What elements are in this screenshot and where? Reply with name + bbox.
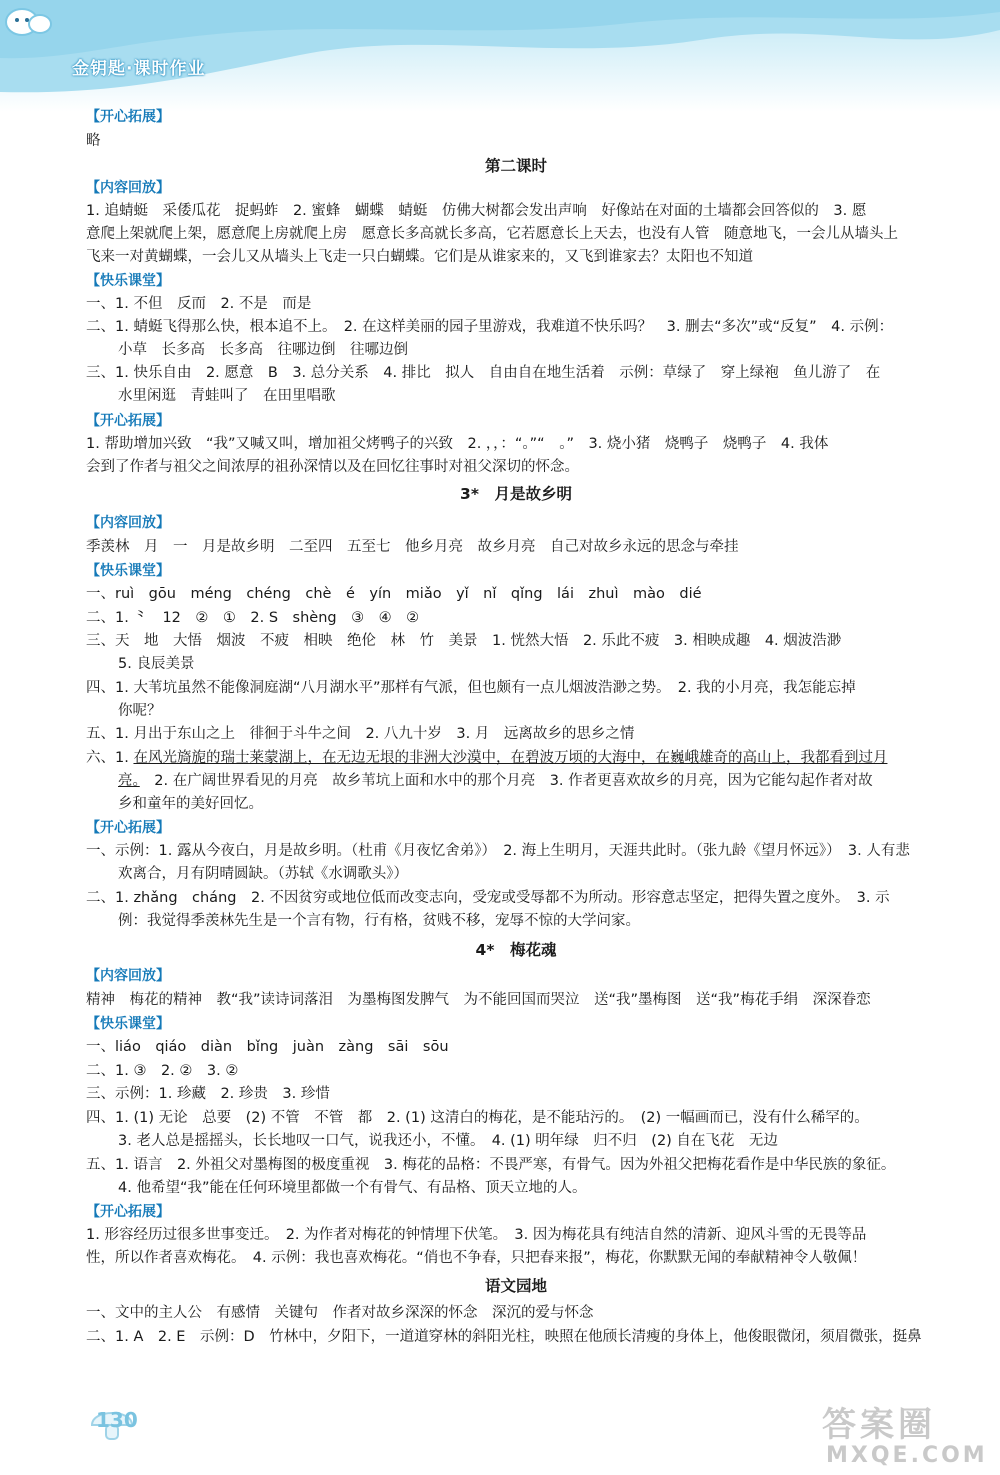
answer-line: 精神 梅花的精神 教“我”读诗词落泪 为墨梅图发脾气 为不能回国而哭泣 送“我”墨梅图 送“我”梅花手绢 深深眷恋 xyxy=(86,992,871,1008)
answer-line: 二、1. ⺀ 12 ② ① 2. S shèng ③ ④ ② xyxy=(86,610,420,626)
answer-line: 你呢？ xyxy=(118,703,162,719)
answer-line: 乡和童年的美好回忆。 xyxy=(118,796,263,812)
answer-line: 5. 良辰美景 xyxy=(118,656,195,672)
answer-line: 会到了作者与祖父之间浓厚的祖孙深情以及在回忆往事时对祖父深切的怀念。 xyxy=(86,459,579,475)
answer-line xyxy=(118,771,873,791)
answer-line: 性，所以作者喜欢梅花。 4. 示例：我也喜欢梅花。“俏也不争春，只把春来报”，梅花，你默默无闻的奉献精神令人敬佩！ xyxy=(86,1250,867,1266)
answer-line: 欢离合，月有阴晴圆缺。（苏轼《水调歌头》） xyxy=(118,866,408,882)
section-label-kaixin: 【开心拓展】 xyxy=(86,109,170,125)
answer-line: 例：我觉得季羡林先生是一个言有物，行有格，贫贱不移，宠辱不惊的大学问家。 xyxy=(118,913,640,929)
section-label-neirong: 【内容回放】 xyxy=(86,968,170,984)
watermark-logo: 答案圈 xyxy=(822,1405,936,1445)
section-label-neirong: 【内容回放】 xyxy=(86,515,170,531)
page-number-badge xyxy=(88,1403,136,1443)
answer-line: 4. 他希望“我”能在任何环境里都做一个有骨气、有品格、顶天立地的人。 xyxy=(118,1180,587,1196)
answer-line xyxy=(86,748,887,768)
answer-line: 略 xyxy=(86,133,101,149)
section-label-kaixin: 【开心拓展】 xyxy=(86,1204,170,1220)
lesson-title: 3* 月是故乡明 xyxy=(460,485,572,503)
answer-prefix: 六、1. xyxy=(86,750,134,766)
answer-line: 3. 老人总是摇摇头，长长地叹一口气，说我还小，不懂。 4. (1) 明年绿 归不归 (2) 自在飞花 无边 xyxy=(118,1133,778,1149)
answer-line: 一、1. 不但 反而 2. 不是 而是 xyxy=(86,296,312,312)
page-number: 130 xyxy=(96,1408,138,1432)
watermark xyxy=(812,1393,988,1471)
answer-line: 二、1. zhǎng cháng 2. 不因贫穷或地位低而改变志向，受宠或受辱都不为所动。形容意志坚定，把得失置之度外。 3. 示 xyxy=(86,890,890,906)
section-label-kuaile: 【快乐课堂】 xyxy=(86,273,170,289)
watermark-url: MXQE.COM xyxy=(826,1443,988,1468)
answer-line: 一、liáo qiáo diàn bǐng juàn zàng sāi sōu xyxy=(86,1039,449,1055)
answer-line: 二、1. ③ 2. ② 3. ② xyxy=(86,1063,239,1079)
series-title: 金钥匙·课时作业 xyxy=(72,59,206,79)
answer-line: 二、1. A 2. E 示例：D 竹林中，夕阳下，一道道穿林的斜阳光柱，映照在他颀长清瘦的身体上，他俊眼微闭，须眉微张，挺鼻 xyxy=(86,1329,922,1345)
underlined-answer: 亮。 xyxy=(118,773,140,789)
lesson-title: 4* 梅花魂 xyxy=(475,941,557,959)
answer-line: 三、示例：1. 珍藏 2. 珍贵 3. 珍惜 xyxy=(86,1086,330,1102)
answer-line: 三、1. 快乐自由 2. 愿意 B 3. 总分关系 4. 排比 拟人 自由自在地生活着 示例：草绿了 穿上绿袍 鱼儿游了 在 xyxy=(86,365,881,381)
answer-line: 五、1. 语言 2. 外祖父对墨梅图的极度重视 3. 梅花的品格：不畏严寒，有骨气。因为外祖父把梅花看作是中华民族的象征。 xyxy=(86,1157,896,1173)
lesson-title: 第二课时 xyxy=(484,157,547,175)
section-label-kuaile: 【快乐课堂】 xyxy=(86,1016,170,1032)
answer-line: 季羡林 月 一 月是故乡明 二至四 五至七 他乡月亮 故乡月亮 自己对故乡永远的思念与牵挂 xyxy=(86,539,739,555)
answer-line: 水里闲逛 青蛙叫了 在田里唱歌 xyxy=(118,388,336,404)
answer-line: 1. 形容经历过很多世事变迁。 2. 为作者对梅花的钟情埋下伏笔。 3. 因为梅花具有纯洁自然的清新、迎风斗雪的无畏等品 xyxy=(86,1227,867,1243)
answer-line: 四、1. (1) 无论 总要 (2) 不管 不管 都 2. (1) 这清白的梅花，是不能玷污的。 (2) 一幅画而已，没有什么稀罕的。 xyxy=(86,1110,869,1126)
answer-text: 2. 在广阔世界看见的月亮 故乡苇坑上面和水中的那个月亮 3. 作者更喜欢故乡的月亮，因为它能勾起作者对故 xyxy=(139,773,873,789)
answer-line: 一、ruì gōu méng chéng chè é yín miǎo yǐ nǐ qǐng lái zhuì mào dié xyxy=(86,586,702,602)
answer-line: 三、天 地 大悟 烟波 不疲 相映 绝伦 林 竹 美景 1. 恍然大悟 2. 乐此不疲 3. 相映成趣 4. 烟波浩渺 xyxy=(86,633,842,649)
answer-line: 四、1. 大苇坑虽然不能像洞庭湖“八月湖水平”那样有气派，但也颇有一点儿烟波浩渺之势。 2. 我的小月亮，我怎能忘掉 xyxy=(86,680,856,696)
answer-line: 飞来一对黄蝴蝶，一会儿又从墙头上飞走一只白蝴蝶。它们是从谁家来的，又飞到谁家去？太阳也不知道 xyxy=(86,249,753,265)
section-label-kuaile: 【快乐课堂】 xyxy=(86,563,170,579)
answer-line: 意爬上架就爬上架，愿意爬上房就爬上房 愿意长多高就长多高，它若愿意长上天去，也没有人管 随意地飞，一会儿从墙头上 xyxy=(86,226,898,242)
answer-line: 小草 长多高 长多高 往哪边倒 往哪边倒 xyxy=(118,342,408,358)
answer-line: 1. 追蜻蜓 采倭瓜花 捉蚂蚱 2. 蜜蜂 蝴蝶 蜻蜓 仿佛大树都会发出声响 好像站在对面的土墙都会回答似的 3. 愿 xyxy=(86,203,867,219)
section-label-kaixin: 【开心拓展】 xyxy=(86,413,170,429)
answer-line: 五、1. 月出于东山之上 徘徊于斗牛之间 2. 八九十岁 3. 月 远离故乡的思乡之情 xyxy=(86,726,635,742)
section-label-kaixin: 【开心拓展】 xyxy=(86,820,170,836)
section-label-neirong: 【内容回放】 xyxy=(86,180,170,196)
answer-line: 一、文中的主人公 有感情 关键句 作者对故乡深深的怀念 深沉的爱与怀念 xyxy=(86,1305,594,1321)
header-banner xyxy=(0,0,1000,112)
section-title: 语文园地 xyxy=(484,1277,547,1295)
answer-line: 1. 帮助增加兴致 “我”又喊又叫，增加祖父烤鸭子的兴致 2. ，，：“。”“ 。” 3. 烧小猪 烧鸭子 烧鸭子 4. 我体 xyxy=(86,436,829,452)
answer-line: 二、1. 蜻蜓飞得那么快，根本追不上。 2. 在这样美丽的园子里游戏，我难道不快乐吗？ 3. 删去“多次”或“反复” 4. 示例： xyxy=(86,319,894,335)
mascot-icon xyxy=(0,0,60,40)
answer-line: 一、示例：1. 露从今夜白，月是故乡明。（杜甫《月夜忆舍弟》） 2. 海上生明月，天涯共此时。（张九龄《望月怀远》） 3. 人有悲 xyxy=(86,843,910,859)
underlined-answer: 在风光旖旎的瑞士莱蒙湖上，在无边无垠的非洲大沙漠中，在碧波万顷的大海中，在巍峨雄奇的高山上，我都看到过月 xyxy=(133,750,888,766)
